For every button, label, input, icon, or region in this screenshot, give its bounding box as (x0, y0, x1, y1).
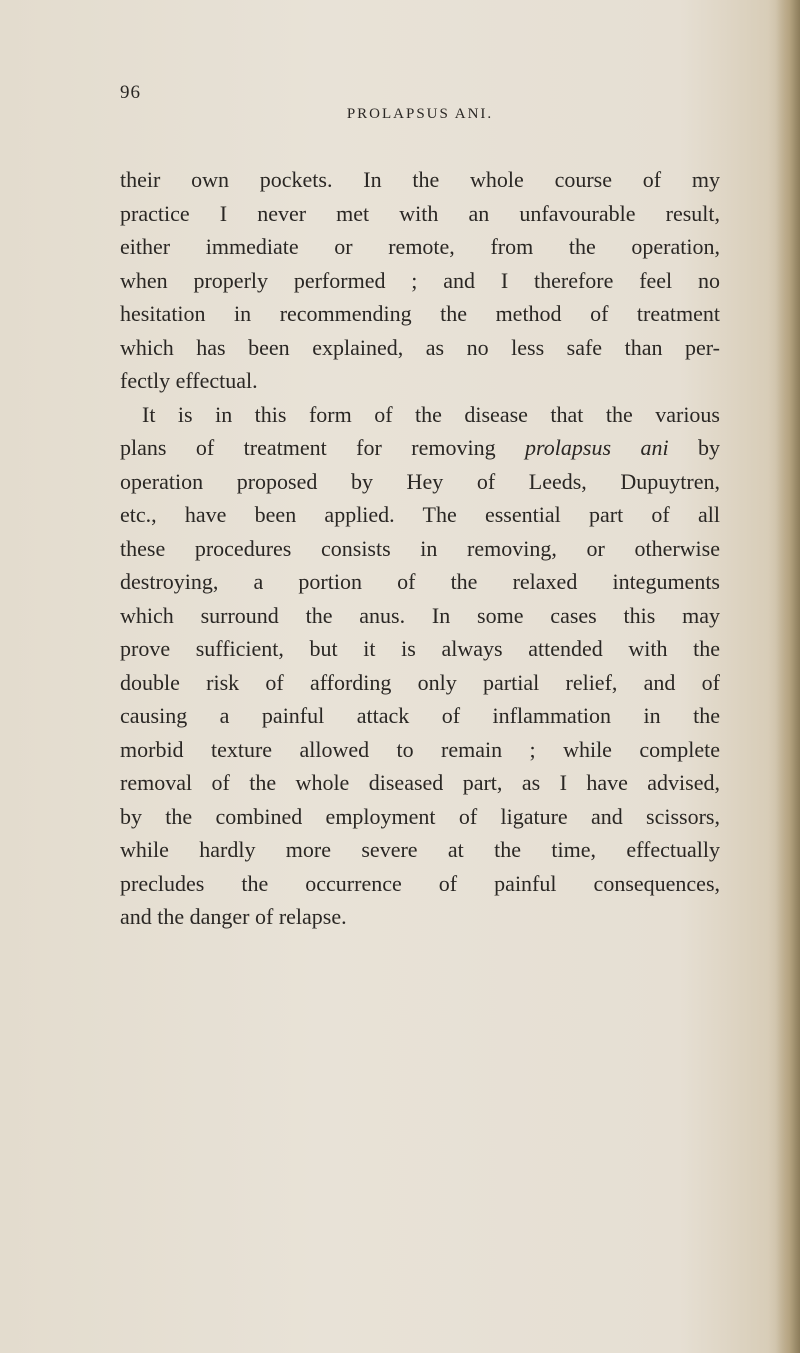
page-edge-shadow (776, 0, 800, 1353)
text-line: removal of the whole diseased part, as I have advised, (120, 770, 720, 795)
text-line: prove sufficient, but it is always attended with the (120, 636, 720, 661)
text-line: fectly effectual. (120, 368, 258, 393)
text-line: when properly performed ; and I therefore feel no (120, 267, 720, 293)
text-segment: plans of treatment for removing (120, 435, 496, 460)
running-head: PROLAPSUS ANI. (346, 106, 494, 122)
text-line: double risk of affording only partial relief, and of (120, 669, 720, 695)
text-line: by the combined employment of ligature and scissors, (120, 803, 720, 829)
text-line: precludes the occurrence of painful consequences, (120, 870, 720, 896)
text-line: which has been explained, as no less safe than per- (120, 334, 720, 360)
text-line: It is in this form of the disease that the various (142, 401, 720, 427)
text-line: destroying, a portion of the relaxed integuments (120, 569, 720, 594)
text-line: practice I never met with an unfavourable result, (120, 200, 720, 226)
text-line: these procedures consists in removing, or otherwise (120, 535, 720, 561)
text-line: and the danger of relapse. (120, 904, 347, 929)
text-line: etc., have been applied. The essential part of all (120, 502, 720, 527)
text-line: either immediate or remote, from the operation, (120, 234, 720, 259)
page-header (120, 82, 720, 122)
text-line: which surround the anus. In some cases this may (120, 602, 720, 628)
text-line: operation proposed by Hey of Leeds, Dupuytren, (120, 468, 720, 494)
text-line: their own pockets. In the whole course of my (120, 167, 720, 192)
text-line: morbid texture allowed to remain ; while complete (120, 736, 720, 762)
page-number: 96 (120, 82, 141, 103)
text-line: hesitation in recommending the method of treatment (120, 301, 720, 326)
text-line: while hardly more severe at the time, effectually (120, 837, 720, 862)
italic-term: prolapsus ani (525, 435, 669, 460)
body-text (120, 163, 720, 934)
text-line-with-italic (120, 431, 720, 465)
text-line: causing a painful attack of inflammation in the (120, 703, 720, 728)
text-segment: by (698, 435, 721, 460)
